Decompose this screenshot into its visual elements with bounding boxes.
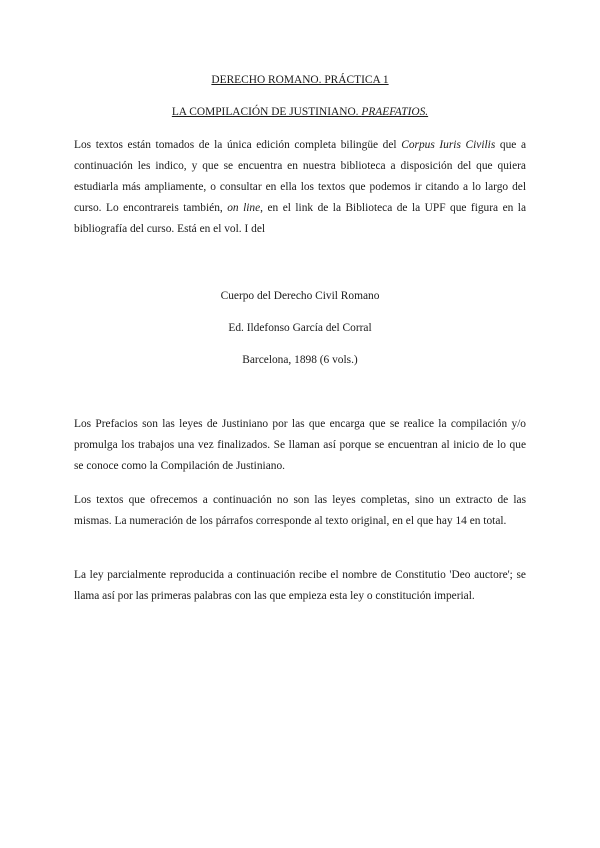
online-term: on line [227,202,261,214]
subtitle-main: LA COMPILACIÓN DE JUSTINIANO. [171,106,362,118]
reference-title: Cuerpo del Derecho Civil Romano [220,290,380,302]
paragraph-textos: Los textos que ofrecemos a continuación no son las leyes completas, sino un extracto de las mismas. La numeración de los párrafos corresponde al texto original, en el que hay 14 en total. [74,494,526,527]
paragraph-prefacios: Los Prefacios son las leyes de Justiniano por las que encarga que se realice la compilación y/o promulga los trabajos una vez finalizados. Se llaman así porque se encuentran al inicio de lo que se conoce como la Compilación de Justiniano. [74,418,526,472]
document-subtitle [0,104,600,120]
reference-editor: Ed. Ildefonso García del Corral [228,322,372,334]
intro-part3: , en el link de la Biblioteca de la UPF que figura en la bibliografía del curso. Está en el vol. I del [74,202,526,235]
subtitle-italic: PRAEFATIOS. [361,106,429,118]
paragraph-deo-auctore: La ley parcialmente reproducida a continuación recibe el nombre de Constitutio 'Deo auctore'; se llama así por las primeras palabras con las que empieza esta ley o constitución imperial. [74,569,526,602]
intro-part2: que a continuación les indico, y que se encuentra en nuestra biblioteca a disposición del que quiera estudiarla más ampliamente, o consultar en ella los textos que podemos ir citando a lo largo del curso. Lo encontrareis también, [74,139,526,214]
corpus-title: Corpus Iuris Civilis [401,139,496,151]
reference-publication: Barcelona, 1898 (6 vols.) [242,354,358,366]
intro-paragraph [74,135,526,240]
intro-part1: Los textos están tomados de la única edición completa bilingüe del [74,139,402,151]
document-title: DERECHO ROMANO. PRÁCTICA 1 [211,74,389,86]
